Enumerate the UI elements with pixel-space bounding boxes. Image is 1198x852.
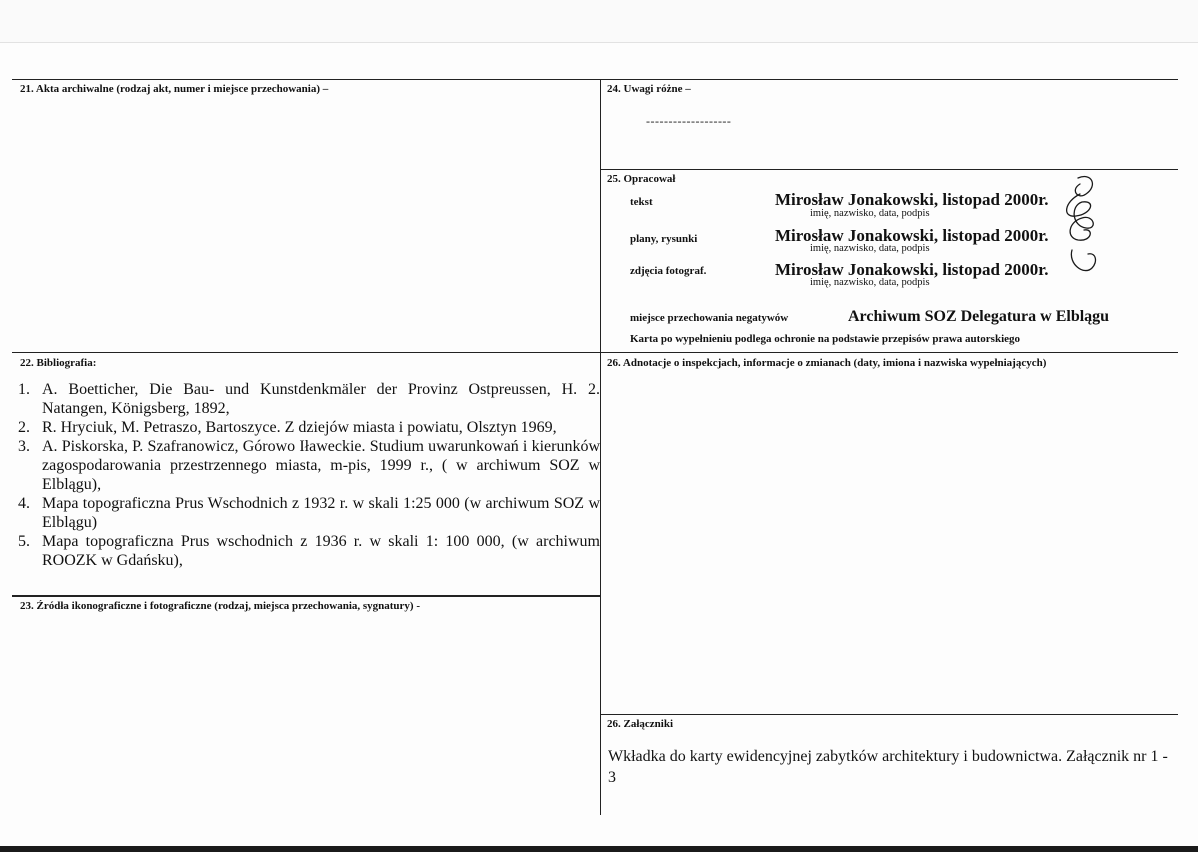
section-24-label: 24. Uwagi różne – (607, 83, 691, 95)
section-26-annotations-label: 26. Adnotacje o inspekcjach, informacje o zmianach (daty, imiona i nazwiska wypełniających) (607, 357, 1047, 369)
negatives-label: miejsce przechowania negatywów (630, 312, 789, 324)
bibliography-item-number: 2. (18, 419, 30, 436)
author-name-photos: Mirosław Jonakowski, listopad 2000r. (775, 260, 1049, 279)
section-23-label: 23. Źródła ikonograficzne i fotograficzne (rodzaj, miejsca przechowania, sygnatury) - (20, 600, 421, 612)
handwritten-signature (1058, 172, 1106, 280)
bibliography-item-number: 3. (18, 438, 30, 455)
bibliography-item (18, 380, 600, 418)
bibliography-item-text: A. Boetticher, Die Bau- und Kunstdenkmäler der Provinz Ostpreussen, H. 2. Natangen, Königsberg, 1892, (42, 381, 600, 417)
bibliography-item-text: Mapa topograficzna Prus Wschodnich z 1932 r. w skali 1:25 000 (w archiwum SOZ w Elblągu) (42, 495, 600, 531)
top-rule (12, 79, 1178, 80)
bibliography-item (18, 494, 600, 532)
rule-right-attachments (600, 714, 1178, 715)
attachments-text: Wkładka do karty ewidencyjnej zabytków architektury i budownictwa. Załącznik nr 1 - 3 (608, 748, 1168, 786)
bibliography-item-text: R. Hryciuk, M. Petraszo, Bartoszyce. Z dziejów miasta i powiatu, Olsztyn 1969, (42, 419, 557, 436)
section-26-attachments-label: 26. Załączniki (607, 718, 674, 730)
bibliography-item (18, 437, 600, 494)
author-role-text: tekst (630, 196, 653, 208)
author-name-text: Mirosław Jonakowski, listopad 2000r. (775, 190, 1049, 209)
author-caption-photos: imię, nazwisko, data, podpis (810, 277, 930, 288)
bibliography-item-number: 5. (18, 533, 30, 550)
section-21-label: 21. Akta archiwalne (rodzaj akt, numer i miejsce przechowania) – (20, 83, 329, 95)
author-caption-text: imię, nazwisko, data, podpis (810, 208, 930, 219)
bibliography-item-number: 1. (18, 381, 30, 398)
bibliography-item-text: A. Piskorska, P. Szafranowicz, Górowo Iławeckie. Studium uwarunkowań i kierunków zagospodarowania przestrzennego miasta, m-pis, 1999 r., ( w archiwum SOZ w Elblągu), (42, 438, 600, 493)
author-name-plans: Mirosław Jonakowski, listopad 2000r. (775, 226, 1049, 245)
section-25-label: 25. Opracował (607, 173, 676, 185)
copyright-note: Karta po wypełnieniu podlega ochronie na podstawie przepisów prawa autorskiego (630, 333, 1021, 345)
author-caption-plans: imię, nazwisko, data, podpis (810, 243, 930, 254)
scan-bottom-edge (0, 846, 1198, 852)
bibliography-item-number: 4. (18, 495, 30, 512)
rule-right-26 (600, 352, 1178, 353)
rule-left-23 (12, 595, 600, 597)
author-role-plans: plany, rysunki (630, 233, 698, 245)
section-22-label: 22. Bibliografia: (20, 357, 97, 369)
bibliography-item (18, 418, 600, 437)
center-divider (600, 79, 601, 815)
scan-top-margin (0, 0, 1198, 43)
bibliography-item (18, 532, 600, 570)
bibliography-item-text: Mapa topograficzna Prus wschodnich z 1936 r. w skali 1: 100 000, (w archiwum ROOZK w Gdańsku), (42, 533, 600, 569)
author-role-photos: zdjęcia fotograf. (630, 265, 707, 277)
bibliography-list (18, 380, 600, 570)
rule-24-25 (600, 169, 1178, 170)
section-24-value: ------------------- (646, 114, 732, 128)
negatives-value: Archiwum SOZ Delegatura w Elblągu (848, 308, 1110, 325)
rule-left-22 (12, 352, 600, 353)
